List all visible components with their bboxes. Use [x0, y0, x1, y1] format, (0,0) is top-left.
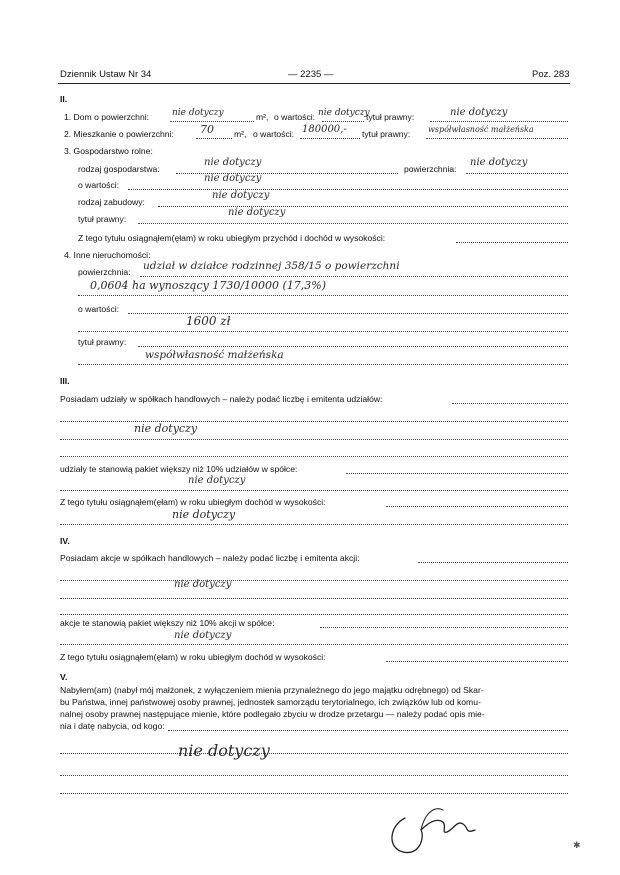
other-value-label: o wartości:: [78, 304, 120, 314]
farm-income-line: [456, 242, 568, 243]
farm-build-line: [158, 206, 568, 207]
acquisition-handwriting: nie dotyczy: [178, 741, 270, 760]
other-area-handwriting-2: 0,0604 ha wynoszący 1730/10000 (17,3%): [90, 279, 327, 292]
stocks-package-label: akcje te stanowią pakiet większy niż 10% akcji w spółce:: [60, 618, 275, 628]
shares-line-3: [60, 439, 568, 440]
flat-area-handwriting: 70: [200, 123, 214, 136]
house-value-label: o wartości:: [274, 112, 316, 122]
other-area-line-1: [140, 276, 568, 277]
house-unit: m²,: [256, 112, 269, 122]
corner-mark: ✱: [573, 840, 581, 850]
acquisition-text-line-3: nalnej osoby prawnej następujące mienie, które podlegało zbyciu w drodze przetargu — należy podać opis mie-: [60, 709, 485, 719]
section-v-heading: V.: [60, 672, 68, 682]
shares-line-4: [60, 456, 568, 457]
other-title-line-1: [138, 346, 568, 347]
shares-package-line-1: [346, 473, 568, 474]
stocks-line-4: [60, 614, 568, 615]
shares-line-1: [452, 403, 568, 404]
shares-income-handwriting: nie dotyczy: [172, 508, 236, 521]
stocks-line-3: [60, 598, 568, 599]
other-title-handwriting: współwłasność małżeńska: [145, 349, 284, 361]
acquisition-text-line-2: bu Państwa, innej państwowej osoby prawnej, jednostek samorządu terytorialnego, ich związków lub od komu-: [60, 697, 481, 707]
acquisition-text-line-4: nia i datę nabycia, od kogo:: [60, 721, 165, 731]
house-area-line: [170, 121, 254, 122]
flat-area-line: [196, 138, 232, 139]
flat-label: 2. Mieszkanie o powierzchni:: [64, 129, 174, 139]
signature-icon: [385, 800, 485, 858]
farm-title-line: [138, 223, 568, 224]
other-title-label: tytuł prawny:: [78, 337, 127, 347]
other-area-handwriting-1: udział w działce rodzinnej 358/15 o powierzchni: [143, 260, 400, 272]
house-value-line: [322, 121, 364, 122]
stocks-label: Posiadam akcje w spółkach handlowych – należy podać liczbę i emitenta akcji:: [60, 553, 360, 563]
stocks-package-line-1: [320, 627, 568, 628]
stocks-income-label: Z tego tytułu osiągnąłem(ęłam) w roku ubiegłym dochód w wysokości:: [60, 652, 326, 662]
section-ii-heading: II.: [60, 94, 68, 104]
house-label: 1. Dom o powierzchni:: [64, 112, 150, 122]
page-number: — 2235 —: [288, 69, 334, 80]
flat-value-line: [300, 138, 360, 139]
farm-build-handwriting: nie dotyczy: [212, 190, 270, 201]
farm-value-handwriting: nie dotyczy: [204, 173, 262, 184]
flat-unit: m²,: [234, 129, 247, 139]
journal-name: Dziennik Ustaw Nr 34: [60, 69, 152, 80]
shares-handwriting: nie dotyczy: [134, 422, 198, 435]
farm-income-label: Z tego tytułu osiągnąłem(ęłam) w roku ubiegłym przychód i dochód w wysokości:: [78, 233, 386, 243]
house-area-handwriting: nie dotyczy: [172, 108, 224, 118]
other-title-line-2: [78, 364, 568, 365]
house-title-handwriting: nie dotyczy: [450, 107, 508, 118]
farm-type-label: rodzaj gospodarstwa:: [78, 164, 160, 174]
acquisition-line-1: [168, 730, 568, 731]
flat-title-handwriting: współwłasność małżeńska: [428, 125, 534, 134]
house-value-handwriting: nie dotyczy: [318, 108, 370, 118]
flat-title-line: [426, 138, 568, 139]
farm-heading: 3. Gospodarstwo rolne:: [64, 146, 153, 156]
stocks-line-2: [60, 580, 568, 581]
shares-income-line-1: [386, 506, 568, 507]
section-iv-heading: IV.: [60, 536, 70, 546]
house-title-line: [430, 121, 568, 122]
flat-value-label: o wartości:: [253, 129, 295, 139]
farm-area-handwriting: nie dotyczy: [470, 157, 528, 168]
farm-title-label: tytuł prawny:: [78, 214, 127, 224]
stocks-package-line-2: [60, 644, 568, 645]
acquisition-line-2: [60, 753, 568, 754]
stocks-handwriting: nie dotyczy: [174, 579, 232, 590]
house-title-label: tytuł prawny:: [366, 112, 415, 122]
other-value-line-2: [78, 331, 568, 332]
farm-build-label: rodzaj zabudowy:: [78, 197, 145, 207]
header-rule: [58, 83, 570, 84]
shares-label: Posiadam udziały w spółkach handlowych – należy podać liczbę i emitenta udziałów:: [60, 394, 383, 404]
flat-value-handwriting: 180000,-: [302, 124, 347, 135]
stocks-line-1: [418, 562, 568, 563]
farm-value-label: o wartości:: [78, 180, 120, 190]
shares-income-line-2: [60, 524, 568, 525]
section-iii-heading: III.: [60, 376, 70, 386]
other-value-handwriting: 1600 zł: [186, 314, 231, 328]
farm-value-line: [128, 189, 568, 190]
acquisition-line-4: [60, 793, 568, 794]
shares-income-label: Z tego tytułu osiągnąłem(ęłam) w roku ubiegłym dochód w wysokości:: [60, 497, 326, 507]
other-area-line-2: [78, 295, 568, 296]
shares-package-label: udziały te stanowią pakiet większy niż 10% udziałów w spółce:: [60, 464, 298, 474]
other-heading: 4. Inne nieruchomości:: [64, 250, 151, 260]
stocks-package-handwriting: nie dotyczy: [174, 630, 232, 641]
farm-area-line: [466, 173, 568, 174]
farm-type-handwriting: nie dotyczy: [204, 157, 262, 168]
shares-package-handwriting: nie dotyczy: [188, 475, 246, 486]
stocks-income-line: [386, 661, 568, 662]
farm-title-handwriting: nie dotyczy: [228, 207, 286, 218]
shares-package-line-2: [60, 490, 568, 491]
flat-title-label: tytuł prawny:: [362, 129, 411, 139]
acquisition-line-3: [60, 775, 568, 776]
farm-area-label: powierzchnia:: [404, 164, 457, 174]
other-area-label: powierzchnia:: [78, 267, 131, 277]
acquisition-text-line-1: Nabyłem(am) (nabył mój małżonek, z wyłączeniem mienia przynależnego do jego majątku odrębnego) od Skar-: [60, 685, 484, 695]
position-number: Poz. 283: [532, 69, 570, 80]
